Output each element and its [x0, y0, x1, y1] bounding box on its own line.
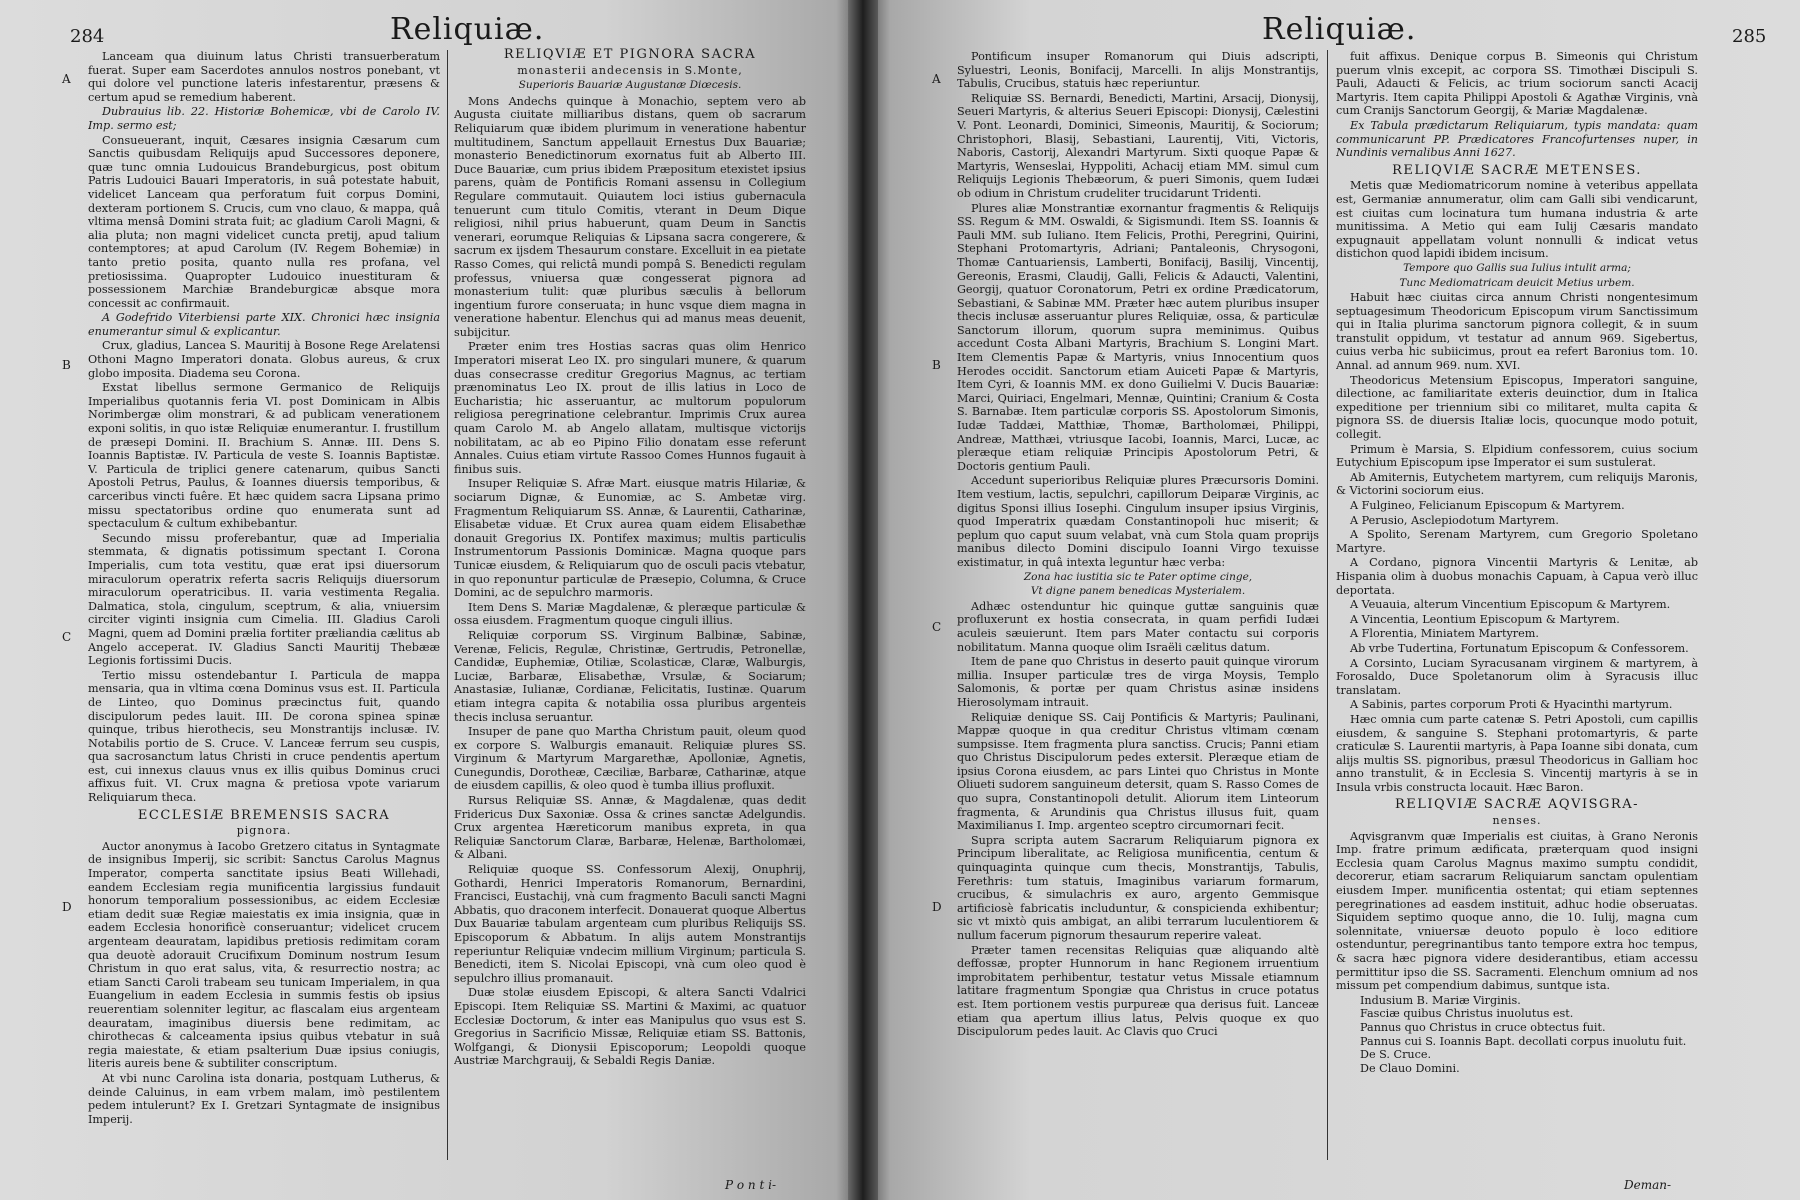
list-item: Pannus cui S. Ioannis Bapt. decollati corpus inuolutu fuit.: [1360, 1034, 1687, 1048]
paragraph: Item de pane quo Christus in deserto pauit quinque virorum millia. Insuper particulæ tres de virga Moysis, Templo Salomonis, & portæ per quam Christus asinæ insidens Hierosolymam intrauit.: [957, 655, 1319, 709]
paragraph: Item Dens S. Mariæ Magdalenæ, & pleræque particulæ & ossa eiusdem. Fragmentum quoque cinguli illius.: [454, 600, 806, 628]
paragraph: Mons Andechs quinque à Monachio, septem vero ab Augusta ciuitate milliaribus distans, quem ob sacrarum Reliquiarum quæ ibidem plurimum in veneratione habentur multitudinem, Sanctum appellauit Ernestus Dux Bauariæ; monasterio Benedictinorum exornatus fuit ab Alberto III. Duce Bauariæ, cum prius ibidem Præpositum etexistet ipsius parens, quàm de Pontificis Romani assensu in Collegium Regulare commutauit. Quiautem loci istius gubernacula tenuerunt cum titulo Comitis, vterant in Deum Dique religiosi, nihil prius habuerunt, quam Deum in Sanctis venerari, eorumque Reliquias & Lipsana sacra congerere, & sacrum ex ijsdem Thesaurum constare. Excelluit in ea pietate Rasso Comes, qui relictâ mundi pompâ S. Benedicti regulam professus, vniuersa quæ congesserat pignora ad monasterium tulit: quæ pluribus sæculis à bellorum ingentium furore conseruata; in hunc vsque diem magna in veneratione habentur. Elenchus qui ad manus meas deuenit, subijcitur.: [454, 94, 806, 339]
margin-letter-b-right: B: [932, 358, 941, 372]
paragraph: Duæ stolæ eiusdem Episcopi, & altera Sancti Vdalrici Episcopi. Item Reliquiæ SS. Martini & Maximi, ac quatuor Ecclesiæ Doctorum, & inter eas Manipulus quo vsus est S. Gregorius in Sacrificio Missæ, Reliquiæ etiam SS. Battonis, Wolfgangi, & Dionysii Episcoporum; Leopoldi quoque Austriæ Marchgrauij, & Sebaldi Regis Daniæ.: [454, 986, 806, 1068]
right-page-column-2: [1336, 50, 1698, 1190]
margin-letter-d-right: D: [932, 900, 942, 914]
left-page-column-2: [454, 44, 806, 1184]
paragraph: A Perusio, Asclepiodotum Martyrem.: [1350, 513, 1559, 527]
catchword-right: Deman-: [1624, 1178, 1672, 1192]
list-item: De Clauo Domini.: [1360, 1061, 1460, 1075]
list-item: Fasciæ quibus Christus inuolutus est.: [1360, 1007, 1574, 1021]
list-item: Indusium B. Mariæ Virginis.: [1360, 993, 1521, 1007]
right-page: [862, 0, 1800, 1200]
section-heading: RELIQVIÆ ET PIGNORA SACRA: [503, 47, 757, 62]
page-number-left: 284: [70, 26, 105, 47]
list-item: Pannus quo Christus in cruce obtectus fuit.: [1360, 1020, 1606, 1034]
margin-letter-c: C: [62, 630, 72, 644]
source-reference: Dubrauius lib. 22. Historiæ Bohemicæ, vbi de Carolo IV. Imp. sermo est;: [88, 105, 440, 132]
section-subtitle: nenses.: [1492, 814, 1542, 828]
paragraph: Adhæc ostenduntur hic quinque guttæ sanguinis quæ profluxerunt ex hostia consecrata, in quam perfidi Iudæi aculeis sæuierunt. Item pars Mater contactu sui corporis nobilitatum. Manna quoque olim Israëli cælitus datum.: [957, 599, 1319, 654]
paragraph: Pontificum insuper Romanorum qui Diuis adscripti, Syluestri, Leonis, Bonifacij, Marcelli. In alijs Monstrantijs, Tabulis, Crucibus, statuis hæc reperiuntur.: [957, 50, 1319, 91]
paragraph: A Vincentia, Leontium Episcopum & Martyrem.: [1350, 612, 1620, 626]
paragraph: Secundo missu proferebantur, quæ ad Imperialia stemmata, & dignatis potissimum spectant I. Corona Imperialis, cum tota vestitu, quæ erat ipsi diuersorum miraculorum operatrix referta sacris Reliquijs diuersorum miraculorum operatricibus. II. varia vestimenta Regalia. Dalmatica, stola, cingulum, sceptrum, & alia, vniuersim circiter viginti insignia cum Cimelia. III. Gladius Caroli Magni, quem ad Domini prælia fortiter præliandia cælitus ab Angelo acceperat. IV. Gladius Sancti Mauritij Thebææ Legionis fortissimi Ducis.: [88, 531, 440, 668]
list-item: De S. Cruce.: [1360, 1048, 1432, 1062]
page-number-right: 285: [1732, 26, 1767, 47]
paragraph: Lanceam qua diuinum latus Christi transuerberatum fuerat. Super eam Sacerdotes annulos nostros ponebant, vt qui dolore vel punctione lateris infestarentur, præsens & certum apud se remedium haberent.: [88, 50, 440, 104]
section-heading: ECCLESIÆ BREMENSIS SACRA: [137, 807, 391, 823]
verse-line: Zona hac iustitia sic te Pater optime cinge,: [1023, 570, 1253, 583]
section-subtitle: pignora.: [236, 824, 292, 838]
paragraph: Ab vrbe Tudertina, Fortunatum Episcopum & Confessorem.: [1350, 641, 1689, 655]
margin-letter-a-right: A: [932, 72, 941, 86]
paragraph: Insuper de pane quo Martha Christum pauit, oleum quod ex corpore S. Walburgis emanauit. Reliquiæ plures SS. Virginum & Martyrum Margarethæ, Apolloniæ, Agnetis, Cunegundis, Dorotheæ, Cæciliæ, Barbaræ, Catharinæ, atque de eiusdem capillis, & oleo quod è tumba illius profluxit.: [454, 725, 806, 793]
column-rule-right: [1327, 50, 1328, 1160]
column-rule-left: [447, 50, 448, 1160]
paragraph: A Sabinis, partes corporum Proti & Hyacinthi martyrum.: [1350, 698, 1673, 712]
paragraph: A Cordano, pignora Vincentii Martyris & Lenitæ, ab Hispania olim à duobus monachis Capuam, à Capua verò illuc deportata.: [1336, 556, 1698, 597]
paragraph: Reliquiæ corporum SS. Virginum Balbinæ, Sabinæ, Verenæ, Felicis, Regulæ, Christinæ, Gertrudis, Petronellæ, Candidæ, Euphemiæ, Otiliæ, Scolasticæ, Claræ, Walburgis, Luciæ, Barbaræ, Elisabethæ, Vrsulæ, & Sociarum; Anastasiæ, Iulianæ, Cordianæ, Felicitatis, Iustinæ. Quarum etiam integra capita & notabilia ossa pluribus argenteis thecis inclusa seruantur.: [454, 628, 806, 724]
paragraph: Rursus Reliquiæ SS. Annæ, & Magdalenæ, quas dedit Fridericus Dux Saxoniæ. Ossa & crines sanctæ Adelgundis. Crux argentea Hæreticorum manibus expreta, in qua Reliquiæ Sanctorum Claræ, Barbaræ, Helenæ, Bartholomæi, & Albani.: [454, 794, 806, 862]
margin-letter-a: A: [62, 72, 71, 86]
section-subtitle: Superioris Bauariæ Augustanæ Diœcesis.: [518, 79, 742, 92]
paragraph: Theodoricus Metensium Episcopus, Imperatori sanguine, dilectione, ac familiaritate exteris deuinctior, dum in Italica expeditione per triennium sibi co militaret, multa capita & pignora SS. de diuersis Italiæ locis, quocunque modo potuit, collegit.: [1336, 373, 1698, 442]
paragraph: Habuit hæc ciuitas circa annum Christi nongentesimum septuagesimum Theodoricum Episcopum virum Sanctissimum qui in Italia plurima sanctorum pignora collegit, & in suum transtulit oppidum, vt testatur ad annum 969. Sigebertus, cuius verba hic subiicimus, prout ea refert Baronius tom. 10. Annal. ad annum 969. num. XVI.: [1336, 291, 1698, 373]
section-subtitle: monasterii andecensis in S.Monte,: [517, 63, 743, 77]
book-gutter: [848, 0, 878, 1200]
right-page-column-1: [957, 50, 1319, 1190]
paragraph: Exstat libellus sermone Germanico de Reliquijs Imperialibus quotannis feria VI. post Dominicam in Albis Norimbergæ olim monstrari, & ad publicam venerationem exponi solitis, in quo istæ Reliquiæ enumerantur. I. frustillum de præsepi Domini. II. Brachium S. Annæ. III. Dens S. Ioannis Baptistæ. IV. Particula de veste S. Ioannis Baptistæ. V. Particula de triplici genere catenarum, quibus Sancti Apostoli Petrus, Paulus, & Ioannes diuersis temporibus, & carceribus vincti fuêre. Et hæc quidem sacra Lipsana primo missu spectatoribus ordine quo enumerata sunt ad spectaculum & cultum exhibebantur.: [88, 381, 440, 531]
paragraph: Insuper Reliquiæ S. Afræ Mart. eiusque matris Hilariæ, & sociarum Dignæ, & Eunomiæ, ac S. Ambetæ virg. Fragmentum Reliquiarum SS. Annæ, & Laurentii, Catharinæ, Elisabetæ viduæ. Et Crux aurea quam eidem Elisabethæ donauit Gregorius IX. Pontifex maximus; multis particulis Instrumentorum Passionis Dominicæ. Magna quoque pars Tunicæ eiusdem, & Reliquiarum quo de osculi pacis vtebatur, in quo reponuntur particulæ de Præsepio, Columna, & Cruce Domini, ac de sepulchro marmoris.: [454, 477, 806, 600]
paragraph: A Corsinto, Luciam Syracusanam virginem & martyrem, à Forosaldo, Duce Spoletanorum olim à Syracusis illuc translatam.: [1336, 656, 1698, 697]
paragraph: Ab Amiternis, Eutychetem martyrem, cum reliquijs Maronis, & Victorini sociorum eius.: [1336, 470, 1698, 498]
margin-letter-b: B: [62, 358, 71, 372]
paragraph: A Fulgineo, Felicianum Episcopum & Martyrem.: [1350, 499, 1625, 512]
paragraph: A Veuauia, alterum Vincentium Episcopum & Martyrem.: [1350, 598, 1671, 612]
source-reference: Ex Tabula prædictarum Reliquiarum, typis mandata: quam communicarunt PP. Prædicatores Francofurtenses nuper, in Nundinis vernalibus Anni 1627.: [1336, 118, 1698, 160]
margin-letter-c-right: C: [932, 620, 942, 634]
paragraph: Reliquiæ quoque SS. Confessorum Alexij, Onuphrij, Gothardi, Henrici Imperatoris Romanorum, Bernardini, Francisci, Eustachij, vnà cum fragmento Baculi sancti Magni Abbatis, quo draconem interfecit. Donauerat quoque Albertus Dux Bauariæ tabulam argenteam cum pluribus Reliquijs SS. Episcoporum & Abbatum. In alijs autem Monstrantijs reperiuntur Reliquiæ vndecim millium Virginum; particula S. Benedicti, item S. Nicolai Episcopi, vnà cum oleo quod è sepulchro illius promanauit.: [454, 863, 806, 985]
section-heading: RELIQVIÆ SACRÆ AQVISGRA-: [1395, 797, 1639, 813]
paragraph: A Spolito, Serenam Martyrem, cum Gregorio Spoletano Martyre.: [1336, 528, 1698, 555]
paragraph: Aqvisgranvm quæ Imperialis est ciuitas, à Grano Neronis Imp. fratre primum ædificata, præterquam quod insigni Ecclesia quam Carolus Magnus maximo sumptu condidit, decorerur, etiam sacrarum Reliquiarum sanctam opulentiam eiusdem Imper. munificentia ostentat; qui etiam septennes peregrinationes ad easdem instituit, adhuc hodie obseruatas. Siquidem septimo quoque anno, die 10. Iulij, magna cum solennitate, vniuersæ deuoto populo è loco editiore ostenduntur, peregrinantibus tanto tempore extra hoc tempus, & sacra hæc pignora videre desiderantibus, etiam accessu permittitur ipso die SS. Sacramenti. Elenchum omnium ad nos missum pet compendium dabimus, suntque ista.: [1336, 829, 1698, 993]
verse-line: Vt digne panem benedicas Mysterialem.: [1030, 585, 1246, 598]
paragraph: Præter tamen recensitas Reliquias quæ aliquando altè deffossæ, propter Hunnorum in hanc Regionem irruentium improbitatem perhibentur, testatur vetus Missale etiamnum latitare fragmentum Spongiæ qua Christus in cruce potatus est. Item portionem vestis purpureæ qua derisus fuit. Lanceæ etiam qua apertum illius latus, Pelvis quoque ex quo Discipulorum pedes lauit. Ac Clavis quo Cruci: [957, 943, 1319, 1039]
paragraph: fuit affixus. Denique corpus B. Simeonis qui Christum puerum vlnis excepit, ac corpora SS. Timothæi Discipuli S. Pauli, Adaucti & Felicis, ac trium sociorum sancti Acacij Martyris. Item capita Philippi Apostoli & Agathæ Virginis, vnà cum Cranijs Sanctorum Georgij, & Mariæ Magdalenæ.: [1336, 50, 1698, 118]
left-page: [0, 0, 862, 1200]
paragraph: Crux, gladius, Lancea S. Mauritij à Bosone Rege Arelatensi Othoni Magno Imperatori donata. Globus aureus, & crux globo imposita. Diadema seu Corona.: [88, 339, 440, 380]
page-header-left: Reliquiæ.: [390, 12, 545, 47]
paragraph: Accedunt superioribus Reliquiæ plures Præcursoris Domini. Item vestium, lactis, sepulchri, capillorum Deiparæ Virginis, ac digitus Sponsi illius Iosephi. Cingulum insuper ipsius Virginis, quod Imperatrix quædam Constantinopoli huc miserit; & peplum quo caput suum velabat, vnà cum Stola quam proprijs manibus dilecto Domini discipulo Ioanni Virgo texuisse existimatur, in quâ intexta leguntur hæc verba:: [957, 474, 1319, 569]
left-page-column-1: [88, 50, 440, 1190]
paragraph: At vbi nunc Carolina ista donaria, postquam Lutherus, & deinde Caluinus, in eam vrbem malam, imò pestilentem pedem intulerunt? Ex I. Gretzari Syntagmate de insignibus Imperij.: [88, 1071, 440, 1126]
source-reference: A Godefrido Viterbiensi parte XIX. Chronici hæc insignia enumerantur simul & explicantur.: [88, 311, 440, 338]
paragraph: Hæc omnia cum parte catenæ S. Petri Apostoli, cum capillis eiusdem, & sanguine S. Stephani protomartyris, & parte craticulæ S. Laurentii martyris, à Papa Ioanne sibi donata, cum alijs multis SS. pignoribus, præsul Theodoricus in Galliam hoc anno transtulit, & in Ecclesia S. Vincentij martyris à se in Insula vrbis constructa locauit. Hæc Baron.: [1336, 712, 1698, 794]
paragraph: Supra scripta autem Sacrarum Reliquiarum pignora ex Principum liberalitate, ac Religiosa munificentia, centum & quinquaginta quinque cum thecis, Monstrantijs, Tabulis, Ferethris: tum statuis, Imaginibus variarum formarum, crucibus, & simulachris ex auro, argento Gemmisque artificiosè fabricatis includuntur, & conspicienda exhibentur; sic vt mixtò quis ambigat, an alibi terrarum luculentiorem & nullum facerum pignorum thesaurum reperire valeat.: [957, 833, 1319, 942]
paragraph: Primum è Marsia, S. Elpidium confessorem, cuius socium Eutychium Episcopum ipse Imperator ei sum sustulerat.: [1336, 442, 1698, 470]
paragraph: Auctor anonymus à Iacobo Gretzero citatus in Syntagmate de insignibus Imperij, sic scribit: Sanctus Carolus Magnus Imperator, comperta sanctitate ipsius Beati Willehadi, eandem Ecclesiam regia munificentia largissius fundauit honorum temporalium possessionibus, ac eidem Ecclesiæ etiam dedit suæ Regiæ maiestatis ex imia insignia, quæ in eadem Ecclesia honorificè conseruantur; videlicet crucem argenteam deauratam, lapidibus pretiosis redimitam coram qua deuotè adorauit Crucifixum Dominum nostrum Iesum Christum in quo erat salus, vita, & resurrectio nostra; ac etiam Sancti Caroli trabeam seu tunicam Imperialem, in qua Euangelium in eadem Ecclesia in summis festis ob ipsius reuerentiam solenniter legitur, ac flascalam eius argenteam deauratam, imaginibus diuersis bene redimitam, ac chirothecas & calceamenta ipsius quibus vtebatur in suâ regia maiestate, & etiam psalterium Duæ ipsius coniugis, literis aureis bene & subtiliter conscriptum.: [88, 839, 440, 1071]
paragraph: Metis quæ Mediomatricorum nomine à veteribus appellata est, Germaniæ annumeratur, olim cam Galli sibi vendicarunt, est ciuitas cum locinatura tum humana industria & arte munitissima. A Metio qui eam Iulij Cæsaris mandato expugnauit appellatam volunt nonnulli & indicat vetus distichon quod lapidi ibidem incisum.: [1336, 179, 1698, 261]
verse-line: Tempore quo Gallis sua Iulius intulit arma;: [1403, 261, 1631, 274]
margin-letter-d: D: [62, 900, 72, 914]
paragraph: Consueuerant, inquit, Cæsares insignia Cæsarum cum Sanctis quibusdam Reliquijs apud Successores deponere, quæ tunc omnia Ludouicus Brandeburgicus, post obitum Patris Ludouici Bauari Imperatoris, in suâ potestate habuit, videlicet Lanceam qua perforatum fuit corpus Domini, dexteram portionem S. Crucis, cum vno clauo, & mappa, quâ vltima mensâ Domini strata fuit; ac gladium Caroli Magni, & alia pluta; non magni videlicet cuncta pretij, apud talium contemptores; at apud Carolum (IV. Regem Bohemiæ) in tanto pretio posita, quanto nulla res profana, vel pretiosissima. Quapropter Ludouico inuestituram & possessionem Marchiæ Brandeburgicæ absque mora concessit ac confirmauit.: [88, 133, 440, 310]
page-header-right: Reliquiæ.: [1262, 12, 1417, 47]
verse-line: Tunc Mediomatricam deuicit Metius urbem.: [1399, 276, 1635, 289]
paragraph: Tertio missu ostendebantur I. Particula de mappa mensaria, qua in vltima cœna Dominus vsus est. II. Particula de Linteo, quo Dominus præcinctus fuit, quando discipulorum pedes lauit. III. De corona spinea spinæ quinque, tribus hierothecis, seu Monstrantijs inclusæ. IV. Notabilis portio de S. Cruce. V. Lanceæ ferrum seu cuspis, qua sacrosanctum latus Christi in cruce pendentis apertum est, cui innexus clauus vnus ex illis quibus Dominus cruci affixus fuit. VI. Crux magna & pretiosa vpote variarum Reliquiarum theca.: [88, 668, 440, 805]
paragraph: Reliquiæ SS. Bernardi, Benedicti, Martini, Arsacij, Dionysij, Seueri Martyris, & alterius Seueri Episcopi: Dionysij, Cælestini V. Pont. Leonardi, Dominici, Simeonis, Mauritij, & Sociorum; Christophori, Blasij, Sebastiani, Laurentij, Viti, Victoris, Naboris, Castorij, Alexandri Martyrum. Sixti quoque Papæ & Martyris, Wenseslai, Hyppoliti, Achacij etiam MM. simul cum Reliquijs Legionis Thebæorum, & pueri Simonis, quem Iudæi ob odium in Christum crudeliter trucidarunt Tridenti.: [957, 91, 1319, 200]
paragraph: Præter enim tres Hostias sacras quas olim Henrico Imperatori miserat Leo IX. pro singulari munere, & quarum duas consecrasse creditur Gregorius Magnus, ac tertiam prænominatus Leo IX. prout de illis latius in Loco de Eucharistia; hic asseruantur, ac multorum populorum religiosa peregrinatione celebrantur. Imprimis Crux aurea quam Carolo M. ab Angelo allatam, multisque victorijs nobilitatam, ac ab eo Pipino Filio donatam esse referunt Annales. Cuius etiam virtute Rassoo Comes Hunnos fugauit à finibus suis.: [454, 340, 806, 476]
paragraph: A Florentia, Miniatem Martyrem.: [1350, 627, 1539, 641]
paragraph: Reliquiæ denique SS. Caij Pontificis & Martyris; Paulinani, Mappæ quoque in qua creditur Christus vltimam cœnam sumpsisse. Item fragmenta plura sanctiss. Crucis; Panni etiam quo Christus Discipulorum pedes extersit. Pleræque etiam de ipsius Corona eiusdem, ac pars Lintei quo Christus in Monte Oliueti sudorem sanguineum detersit, quam S. Rasso Comes de quo supra, Constantinopoli detulit. Aliorum item Linteorum fragmenta, & Arundinis qua Christus illusus fuit, quam Maximilianus I. Imp. argenteo sceptro circumornari fecit.: [957, 710, 1319, 833]
section-heading: RELIQVIÆ SACRÆ METENSES.: [1392, 162, 1642, 178]
catchword-left: P o n t i-: [725, 1178, 776, 1192]
paragraph: Plures aliæ Monstrantiæ exornantur fragmentis & Reliquijs SS. Regum & MM. Oswaldi, & Sigismundi. Item SS. Ioannis & Pauli MM. sub Iuliano. Item Felicis, Prothi, Peregrini, Quirini, Stephani Protomartyris, Adriani; Pantaleonis, Chrysogoni, Thomæ Cantuariensis, Lamberti, Bonifacij, Basilij, Vincentij, Gereonis, Erasmi, Claudij, Galli, Felicis & Adaucti, Valentini, Georgij, quatuor Coronatorum, Petri ex ordine Prædicatorum, Sebastiani, & Sabinæ MM. Præter hæc autem pluribus insuper thecis inclusæ asseruantur plures Reliquiæ, ossa, & particulæ Sanctorum illorum, quorum supra meminimus. Quibus accedunt Costa Albani Martyris, Brachium S. Longini Mart. Item Clementis Papæ & Martyris, vnius Innocentium quos Herodes occidit. Sanctorum etiam Auiceti Papæ & Martyris, Item Cyri, & Ioannis MM. ex dono Guilielmi V. Ducis Bauariæ: Marci, Quiriaci, Engelmari, Mennæ, Quintini; Cranium & Costa S. Barnabæ. Item particulæ corporis SS. Apostolorum Simonis, Iudæ Taddæi, Matthiæ, Thomæ, Bartholomæi, Philippi, Andreæ, Matthæi, vtriusque Iacobi, Ioannis, Marci, Lucæ, ac pleræque etiam reliquiæ Principis Apostolorum Petri, & Doctoris gentium Pauli.: [957, 201, 1319, 473]
